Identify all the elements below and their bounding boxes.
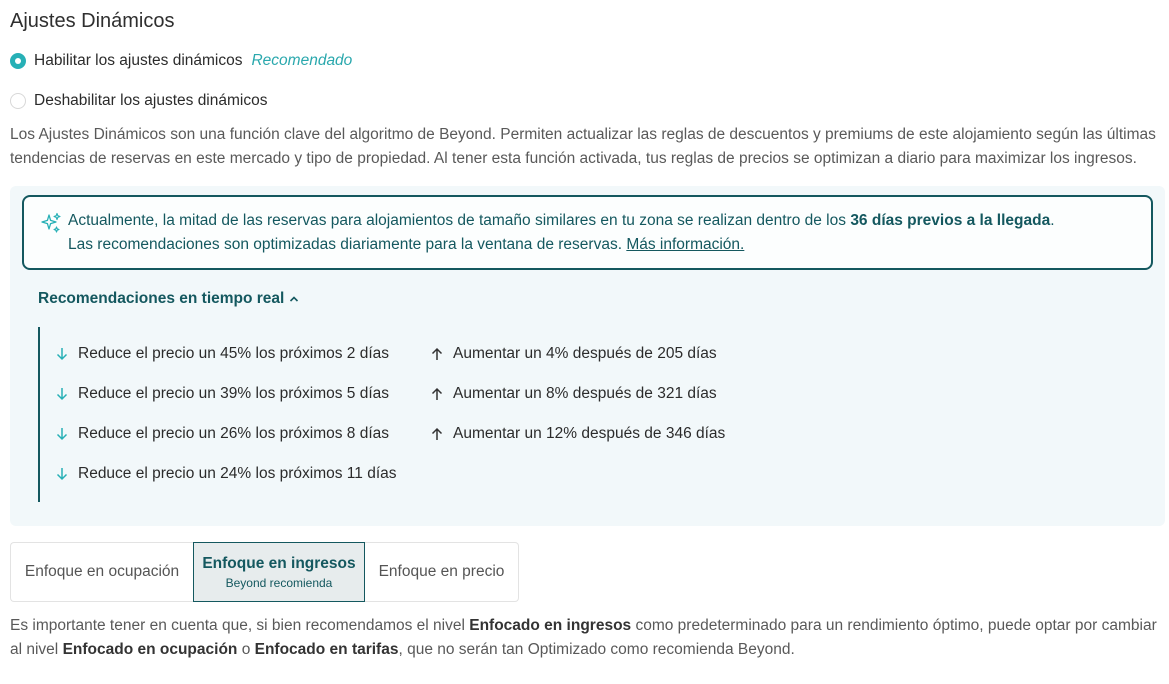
info-highlight: 36 días previos a la llegada: [850, 212, 1051, 229]
arrow-down-icon: [56, 387, 68, 401]
footer-note: [10, 614, 1165, 662]
disable-label: Deshabilitar los ajustes dinámicos: [34, 92, 268, 109]
footer-text: Es importante tener en cuenta que, si bien recomendamos el nivel: [10, 617, 470, 634]
description: Los Ajustes Dinámicos son una función clave del algoritmo de Beyond. Permiten actualizar las reglas de descuentos y premiums de este alojamiento según las últimas tendencias de reservas en este mercado y tipo de propiedad. Al tener esta función activada, tus reglas de precios se optimizan a diario para maximizar los ingresos.: [10, 126, 1156, 167]
arrow-down-icon: [56, 467, 68, 481]
info-text-end: .: [1050, 212, 1055, 229]
decrease-text: Reduce el precio un 26% los próximos 8 días: [78, 425, 390, 442]
info-box: [22, 195, 1153, 270]
more-info-link[interactable]: Más información.: [626, 236, 745, 253]
footer-text: , que no serán tan Optimizado como recomienda Beyond.: [398, 641, 795, 658]
arrow-up-icon: [431, 387, 443, 401]
realtime-recommendations-toggle[interactable]: [38, 290, 299, 308]
footer-bold: Enfocado en ocupación: [62, 641, 238, 658]
decrease-text: Reduce el precio un 24% los próximos 11 días: [78, 465, 397, 482]
footer-bold: Enfocado en ingresos: [469, 617, 632, 634]
increase-recommendation: [431, 345, 717, 363]
decrease-recommendation: [56, 345, 389, 363]
increase-text: Aumentar un 12% después de 346 días: [453, 425, 726, 442]
sparkle-icon: [40, 212, 62, 234]
decrease-recommendation: [56, 425, 389, 443]
info-line-2: [68, 236, 744, 254]
tab-price-label: Enfoque en precio: [378, 563, 505, 580]
decrease-recommendation: [56, 465, 397, 483]
decrease-text: Reduce el precio un 39% los próximos 5 días: [78, 385, 390, 402]
tab-revenue[interactable]: [193, 542, 365, 602]
tab-occupancy[interactable]: [10, 542, 193, 602]
arrow-up-icon: [431, 347, 443, 361]
arrow-down-icon: [56, 347, 68, 361]
tab-occupancy-label: Enfoque en ocupación: [24, 563, 180, 580]
arrow-down-icon: [56, 427, 68, 441]
footer-text: o: [237, 641, 255, 658]
realtime-header-label: Recomendaciones en tiempo real: [38, 290, 285, 307]
page-title: Ajustes Dinámicos: [10, 10, 175, 32]
enable-label: Habilitar los ajustes dinámicos: [34, 52, 243, 69]
focus-tabs: [10, 542, 519, 602]
disable-dynamic-adjustments-option[interactable]: [10, 92, 267, 110]
tab-revenue-sublabel: Beyond recomienda: [225, 575, 333, 590]
increase-text: Aumentar un 8% después de 321 días: [453, 385, 717, 402]
info-text: Actualmente, la mitad de las reservas para alojamientos de tamaño similares en tu zona se realizan dentro de los: [68, 212, 851, 229]
decrease-text: Reduce el precio un 45% los próximos 2 días: [78, 345, 390, 362]
footer-bold: Enfocado en tarifas: [254, 641, 399, 658]
enable-dynamic-adjustments-option[interactable]: [10, 52, 352, 70]
increase-text: Aumentar un 4% después de 205 días: [453, 345, 717, 362]
disable-radio[interactable]: [10, 93, 26, 109]
increase-recommendation: [431, 385, 717, 403]
increase-recommendation: [431, 425, 725, 443]
tab-price[interactable]: [365, 542, 519, 602]
info-text-2: Las recomendaciones son optimizadas diariamente para la ventana de reservas.: [68, 236, 627, 253]
footer-text: como predeterminado para un rendimiento óptimo, puede optar por cambiar al nivel: [10, 617, 1157, 658]
chevron-up-icon: [289, 294, 299, 304]
enable-radio[interactable]: [10, 53, 26, 69]
recommendations-bar: [38, 327, 40, 502]
decrease-recommendation: [56, 385, 389, 403]
arrow-up-icon: [431, 427, 443, 441]
recommended-tag: Recomendado: [251, 52, 353, 69]
info-line-1: [68, 212, 1055, 230]
recommendations-panel: [10, 186, 1165, 526]
tab-revenue-label: Enfoque en ingresos: [202, 554, 356, 572]
